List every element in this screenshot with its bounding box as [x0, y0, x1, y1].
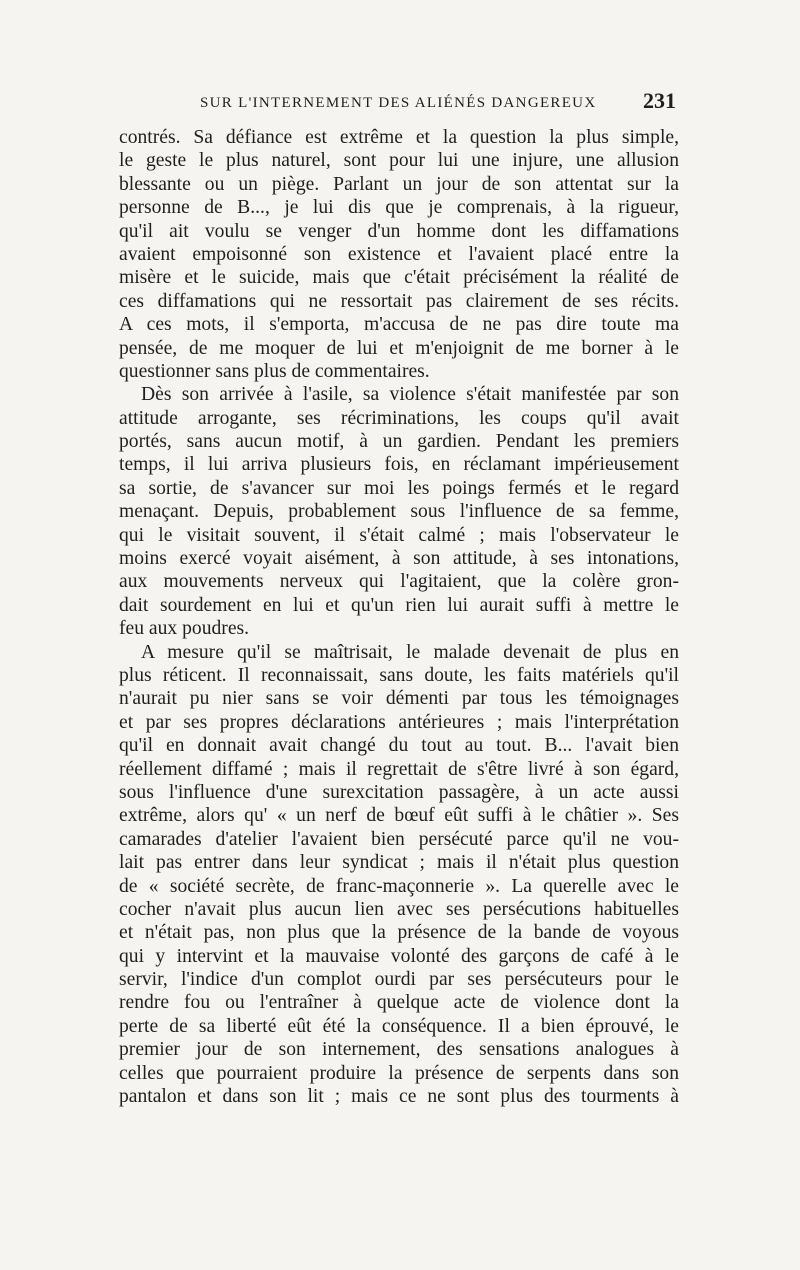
text-line: aux mouvements nerveux qui l'agitaient, que la colère gron-	[119, 571, 679, 593]
text-line: réellement diffamé ; mais il regrettait de s'être livré à son égard,	[119, 758, 679, 780]
text-line: celles que pourraient produire la présence de serpents dans son	[119, 1062, 679, 1084]
text-line: extrême, alors qu' « un nerf de bœuf eût suffi à le châtier ». Ses	[119, 805, 679, 827]
text-line: dait sourdement en lui et qu'un rien lui aurait suffi à mettre le	[119, 594, 679, 616]
text-line: plus réticent. Il reconnaissait, sans doute, les faits matériels qu'il	[119, 664, 679, 686]
text-line: questionner sans plus de commentaires.	[119, 360, 430, 382]
text-line: cocher n'avait plus aucun lien avec ses persécutions habituelles	[119, 898, 679, 920]
text-line: A mesure qu'il se maîtrisait, le malade devenait de plus en	[141, 641, 679, 663]
text-line: Dès son arrivée à l'asile, sa violence s'était manifestée par son	[141, 384, 679, 406]
text-line: qui le visitait souvent, il s'était calmé ; mais l'observateur le	[119, 524, 679, 546]
text-line: contrés. Sa défiance est extrême et la question la plus simple,	[119, 127, 679, 148]
text-line: perte de sa liberté eût été la conséquence. Il a bien éprouvé, le	[119, 1015, 679, 1037]
text-line: servir, l'indice d'un complot ourdi par ses persécuteurs pour le	[119, 969, 679, 991]
text-line: portés, sans aucun motif, à un gardien. Pendant les premiers	[119, 431, 679, 453]
text-line: camarades d'atelier l'avaient bien persécuté parce qu'il ne vou-	[119, 828, 679, 850]
text-line: sa sortie, de s'avancer sur moi les poings fermés et le regard	[119, 477, 679, 499]
text-line: lait pas entrer dans leur syndicat ; mais il n'était plus question	[119, 852, 679, 874]
text-line: avaient empoisonné son existence et l'avaient placé entre la	[119, 243, 679, 265]
text-line: ces diffamations qui ne ressortait pas clairement de ses récits.	[119, 290, 679, 312]
text-line: temps, il lui arriva plusieurs fois, en réclamant impérieusement	[119, 454, 679, 476]
text-line: personne de B..., je lui dis que je comprenais, à la rigueur,	[119, 197, 679, 219]
text-line: sous l'influence d'une surexcitation passagère, à un acte aussi	[119, 781, 679, 803]
text-line: le geste le plus naturel, sont pour lui une injure, une allusion	[119, 150, 679, 172]
body-text	[119, 126, 679, 1108]
running-head: SUR L'INTERNEMENT DES ALIÉNÉS DANGEREUX	[200, 95, 597, 111]
text-line: blessante ou un piège. Parlant un jour de son attentat sur la	[119, 173, 679, 195]
text-line: premier jour de son internement, des sensations analogues à	[119, 1039, 679, 1061]
text-line: rendre fou ou l'entraîner à quelque acte de violence dont la	[119, 992, 679, 1014]
text-line: qu'il en donnait avait changé du tout au tout. B... l'avait bien	[119, 735, 679, 757]
text-line: feu aux poudres.	[119, 618, 250, 640]
text-line: et par ses propres déclarations antérieures ; mais l'interprétation	[119, 711, 679, 733]
text-line: de « société secrète, de franc-maçonnerie ». La querelle avec le	[119, 875, 679, 897]
text-line: qu'il ait voulu se venger d'un homme dont les diffamations	[119, 220, 679, 242]
text-line: moins exercé voyait aisément, à son attitude, à ses intonations,	[119, 548, 679, 570]
text-line: n'aurait pu nier sans se voir démenti par tous les témoignages	[119, 688, 679, 710]
page-header	[120, 88, 680, 118]
text-line: A ces mots, il s'emporta, m'accusa de ne pas dire toute ma	[119, 314, 679, 336]
text-line: misère et le suicide, mais que c'était précisément la réalité de	[119, 267, 679, 289]
text-line: et n'était pas, non plus que la présence de la bande de voyous	[119, 922, 679, 944]
text-line: qui y intervint et la mauvaise volonté des garçons de café à le	[119, 945, 679, 967]
text-line: menaçant. Depuis, probablement sous l'influence de sa femme,	[119, 501, 679, 523]
text-line: pensée, de me moquer de lui et m'enjoignit de me borner à le	[119, 337, 679, 359]
text-line: pantalon et dans son lit ; mais ce ne sont plus des tourments à	[119, 1086, 679, 1108]
text-line: attitude arrogante, ses récriminations, les coups qu'il avait	[119, 407, 679, 429]
page-number: 231	[643, 88, 676, 113]
